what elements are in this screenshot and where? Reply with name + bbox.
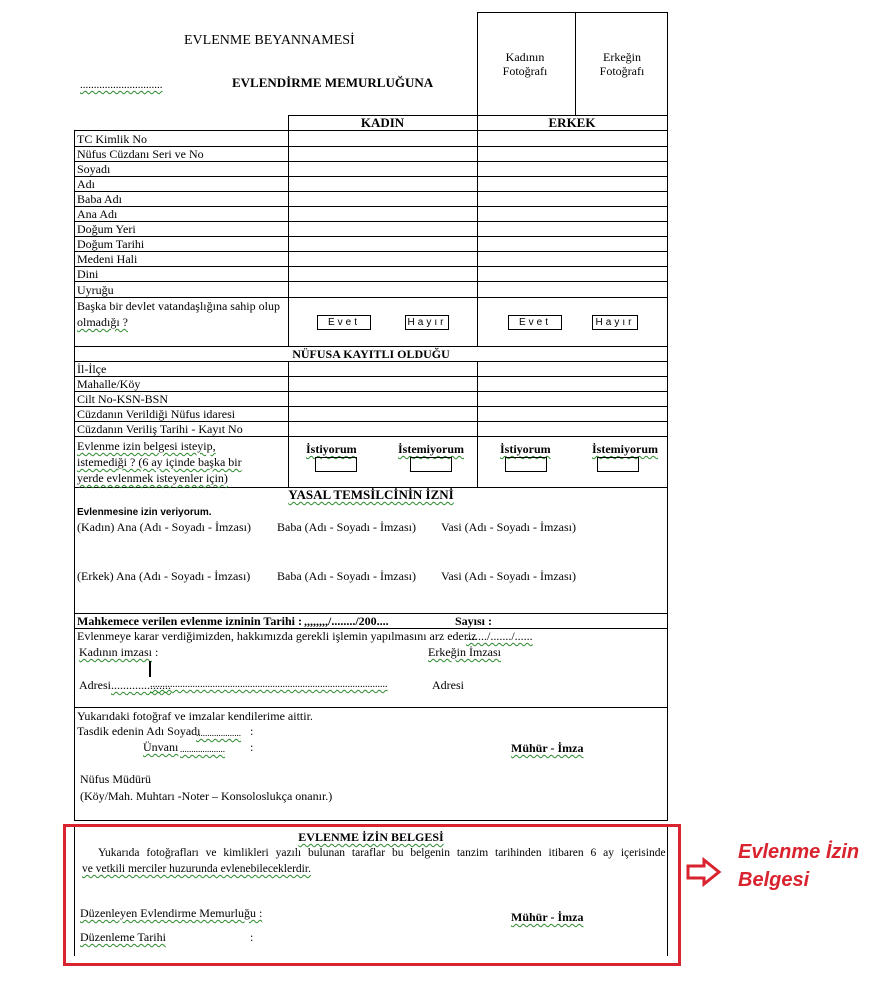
man-address-label: Adresi	[432, 678, 464, 692]
woman-photo-label: Kadının Fotoğrafı	[502, 50, 548, 78]
guardian-consent: Evlenmesine izin veriyorum.	[77, 507, 212, 518]
woman-father-signature: Baba (Adı - Soyadı - İmzası)	[277, 520, 416, 534]
man-signature-label: Erkeğin İmzası	[428, 645, 501, 659]
registry-title: NÜFUSA KAYITLI OLDUĞU	[292, 347, 450, 361]
registry-issue-date: Cüzdanın Veriliş Tarihi - Kayıt No	[77, 422, 243, 436]
registry-issuing-office: Cüzdanın Verildiği Nüfus idaresi	[77, 407, 236, 421]
address-dotted-line: ...............................................................................................	[150, 679, 388, 690]
woman-dont-want-checkbox[interactable]	[410, 457, 452, 472]
citizenship-question-2: olmadığı ?	[77, 315, 128, 329]
permit-question-2: istemediği ? (6 ay içinde başka bir	[77, 455, 242, 469]
registry-director: Nüfus Müdürü	[80, 772, 151, 786]
man-father-signature: Baba (Adı - Soyadı - İmzası)	[277, 569, 416, 583]
approver-title-colon: :	[250, 740, 254, 754]
approver-title-label: Ünvanı	[143, 740, 179, 754]
approval-note: (Köy/Mah. Muhtarı -Noter – Konsoloslukça onanır.)	[80, 789, 333, 803]
man-citizenship-yes[interactable]: Evet	[508, 315, 562, 330]
woman-want-checkbox[interactable]	[315, 457, 357, 472]
permit-issuer-label: Düzenleyen Evlendirme Memurluğu :	[80, 906, 263, 920]
man-want-checkbox[interactable]	[505, 457, 547, 472]
court-number-label: Sayısı :	[455, 614, 493, 628]
field-nationality: Uyruğu	[77, 283, 114, 297]
permit-certificate-text-1: Yukarıda fotoğrafları ve kimlikleri yazılı bulunan taraflar bu belgenin tanzim tarihinden itibaren 6 ay içerisinde	[98, 847, 666, 859]
man-want-label: İstiyorum	[500, 442, 551, 456]
permit-certificate-annotation: Evlenme İzin Belgesi	[738, 841, 860, 891]
woman-mother-signature: (Kadın) Ana (Adı - Soyadı - İmzası)	[77, 520, 251, 534]
approval-statement: Yukarıdaki fotoğraf ve imzalar kendilerime aittir.	[77, 709, 313, 723]
field-tc-no: TC Kimlik No	[77, 132, 148, 146]
woman-dont-want-label: İstemiyorum	[398, 442, 464, 456]
approver-colon: :	[250, 724, 254, 738]
permit-question-1: Evlenme izin belgesi isteyip,	[77, 439, 216, 453]
woman-column-header: KADIN	[360, 115, 405, 130]
registry-province: İl-İlçe	[77, 362, 107, 376]
arrow-right-icon	[686, 857, 722, 887]
court-date-value: ,,,,,,,,/......../200....	[304, 614, 389, 628]
request-date: ......./......./......	[466, 629, 533, 643]
permit-seal: Mühür - İmza	[511, 910, 584, 924]
man-column-header: ERKEK	[548, 115, 596, 130]
field-religion: Dini	[77, 267, 99, 281]
registry-volume: Cilt No-KSN-BSN	[77, 392, 169, 406]
man-photo-label: Erkeğin Fotoğrafı	[599, 50, 645, 78]
request-text: Evlenmeye karar verdiğimizden, hakkımızda gerekli işlemin yapılmasını arz ederiz	[77, 629, 477, 643]
woman-citizenship-yes[interactable]: Evet	[317, 315, 371, 330]
field-surname: Soyadı	[77, 162, 111, 176]
man-mother-signature: (Erkek) Ana (Adı - Soyadı - İmzası)	[77, 569, 251, 583]
permit-certificate-title: EVLENME İZİN BELGESİ	[298, 830, 444, 844]
woman-signature-label: Kadının imzası :	[79, 645, 159, 659]
field-mother-name: Ana Adı	[77, 207, 118, 221]
text-cursor	[149, 661, 151, 677]
field-birthplace: Doğum Yeri	[77, 222, 136, 236]
approver-name-label: Tasdik edenin Adı Soyadı	[77, 724, 201, 738]
field-father-name: Baba Adı	[77, 192, 122, 206]
field-birthdate: Doğum Tarihi	[77, 237, 145, 251]
man-dont-want-label: İstemiyorum	[592, 442, 658, 456]
field-id-serial: Nüfus Cüzdanı Seri ve No	[77, 147, 204, 161]
permit-certificate-text-2: ve vetkili merciler huzurunda evlenebileceklerdir.	[82, 863, 311, 875]
approver-title-dots: ....................	[180, 744, 225, 754]
woman-citizenship-no[interactable]: Hayır	[405, 315, 449, 330]
registry-neighborhood: Mahalle/Köy	[77, 377, 141, 391]
approver-dots: ....................	[196, 728, 241, 738]
highlight-frame	[63, 824, 681, 966]
man-guardian-signature: Vasi (Adı - Soyadı - İmzası)	[441, 569, 576, 583]
office-dots: ..............................	[80, 79, 163, 91]
man-citizenship-no[interactable]: Hayır	[592, 315, 638, 330]
permit-question-3: yerde evlenmek isteyenler için)	[77, 471, 228, 485]
woman-want-label: İstiyorum	[306, 442, 357, 456]
approval-seal: Mühür - İmza	[511, 741, 584, 755]
permit-issue-date-colon: :	[250, 930, 254, 944]
man-dont-want-checkbox[interactable]	[597, 457, 639, 472]
woman-address-label: Adresi....................	[79, 678, 171, 692]
form-title: EVLENME BEYANNAMESİ	[184, 33, 355, 48]
court-date-label: Mahkemece verilen evlenme izninin Tarihi :	[77, 614, 302, 628]
office-title: EVLENDİRME MEMURLUĞUNA	[232, 75, 434, 90]
woman-guardian-signature: Vasi (Adı - Soyadı - İmzası)	[441, 520, 576, 534]
field-name: Adı	[77, 177, 95, 191]
permit-issue-date-label: Düzenleme Tarihi	[80, 930, 166, 944]
guardian-title: YASAL TEMSİLCİNİN İZNİ	[288, 487, 454, 502]
citizenship-question-1: Başka bir devlet vatandaşlığına sahip olup	[77, 299, 280, 313]
field-marital-status: Medeni Hali	[77, 252, 138, 266]
